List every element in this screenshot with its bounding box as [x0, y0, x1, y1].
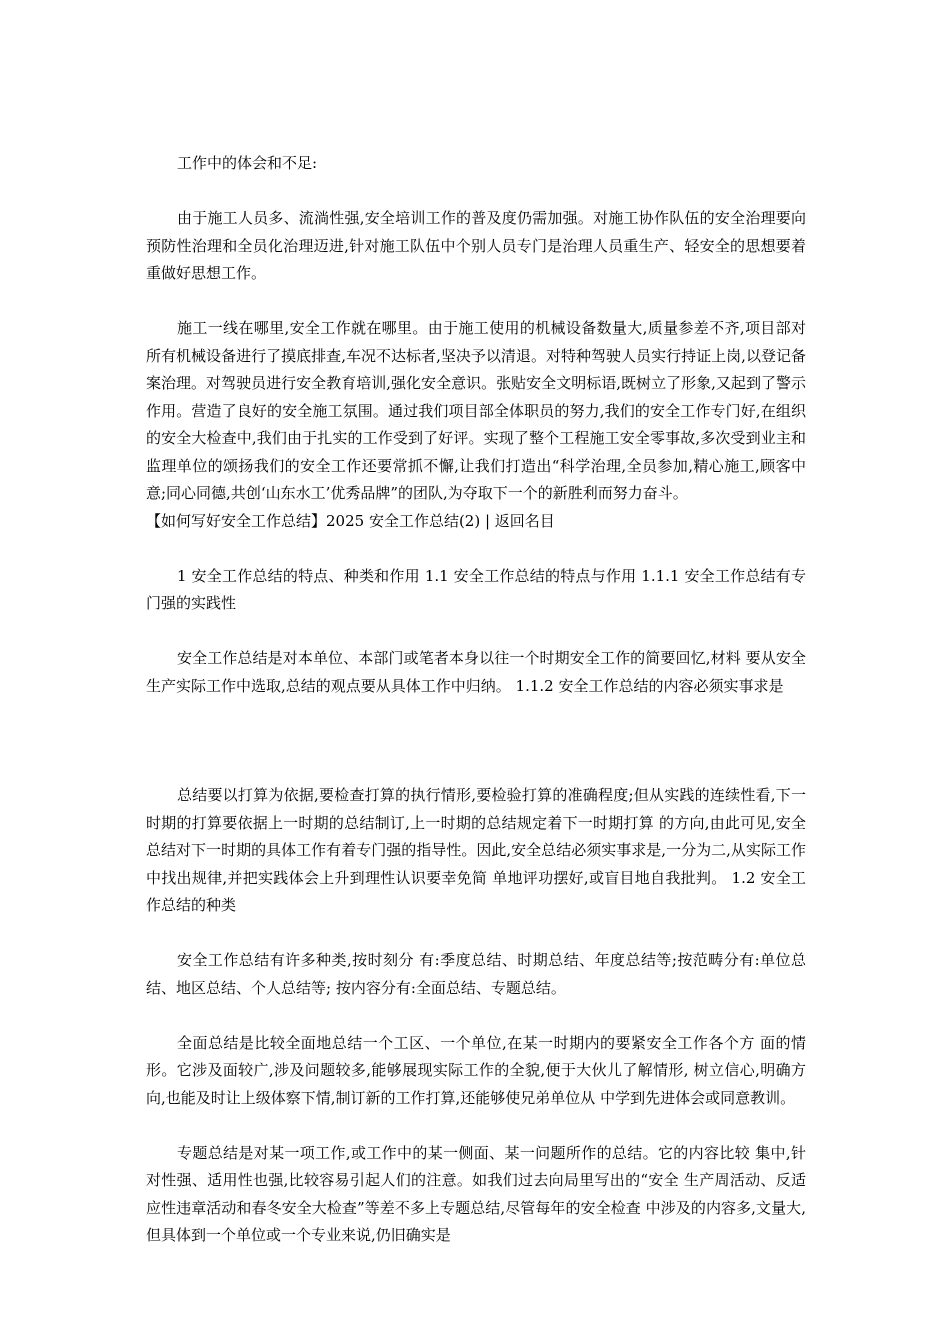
- paragraph-training-shortfall: 由于施工人员多、流淌性强,安全培训工作的普及度仍需加强。对施工协作队伍的安全治理要向预防性治理和全员化治理迈进,针对施工队伍中个别人员专门是治理人员重生产、轻安全的思想要着重做好思想工作。: [146, 209, 806, 282]
- document-page: [146, 150, 806, 1250]
- paragraph-frontline-safety: 施工一线在哪里,安全工作就在哪里。由于施工使用的机械设备数量大,质量参差不齐,项目部对所有机械设备进行了摸底排查,车况不达标者,坚决予以清退。对特种驾驶人员实行持证上岗,以登记备案治理。对驾驶员进行安全教育培训,强化安全意识。张贴安全文明标语,既树立了形象,又起到了警示作用。营造了良好的安全施工氛围。通过我们项目部全体职员的努力,我们的安全工作专门好,在组织的安全大检查中,我们由于扎实的工作受到了好评。实现了整个工程施工安全零事故,多次受到业主和监理单位的颂扬我们的安全工作还要常抓不懈,让我们打造出“科学治理,全员参加,精心施工,顾客中意;同心同德,共创‘山东水工’优秀品牌”的团队,为夺取下一个的新胜利而努力奋斗。: [146, 319, 806, 502]
- paragraph-plan-basis: 总结要以打算为依据,要检查打算的执行情形,要检验打算的准确程度;但从实践的连续性看,下一时期的打算要依据上一时期的总结制订,上一时期的总结规定着下一时期打算 的方向,由此可见,安全总结对下一时期的具体工作有着专门强的指导性。因此,安全总结必须实事求是,一分为二,从实际工作中找出规律,并把实践体会上升到理性认识要幸免简 单地评功摆好,或盲目地自我批判。 1.2 安全工作总结的种类: [146, 786, 806, 914]
- paragraph-special-summary: 专题总结是对某一项工作,或工作中的某一侧面、某一问题所作的总结。它的内容比较 集中,针对性强、适用性也强,比较容易引起人们的注意。如我们过去向局里写出的“安全 生产周活动、反适应性违章活动和春冬安全大检查”等差不多上专题总结,尽管每年的安全检查 中涉及的内容多,文量大,但具体到一个单位或一个专业来说,仍旧确实是: [146, 1143, 806, 1244]
- paragraph-section-1-heading: 1 安全工作总结的特点、种类和作用 1.1 安全工作总结的特点与作用 1.1.1 安全工作总结有专门强的实践性: [146, 566, 806, 612]
- paragraph-comprehensive-summary: 全面总结是比较全面地总结一个工区、一个单位,在某一时期内的要紧安全工作各个方 面的情形。它涉及面较广,涉及问题较多,能够展现实际工作的全貌,便于大伙儿了解情形, 树立信心,明确方向,也能及时让上级体察下情,制订新的工作打算,还能够使兄弟单位从 中学到先进体会或同意教训。: [146, 1033, 806, 1107]
- paragraph-summary-definition: 安全工作总结是对本单位、本部门或笔者本身以往一个时期安全工作的简要回忆,材料 要从安全生产实际工作中选取,总结的观点要从具体工作中归纳。 1.1.2 安全工作总结的内容必须实事求是: [146, 649, 806, 695]
- paragraph-summary-types: 安全工作总结有许多种类,按时刻分 有:季度总结、时期总结、年度总结等;按范畴分有:单位总结、地区总结、个人总结等; 按内容分有:全面总结、专题总结。: [146, 951, 806, 997]
- paragraph-experience-heading: 工作中的体会和不足:: [177, 154, 318, 172]
- section-title-link-line[interactable]: 【如何写好安全工作总结】2025 安全工作总结(2) | 返回名目: [146, 511, 555, 530]
